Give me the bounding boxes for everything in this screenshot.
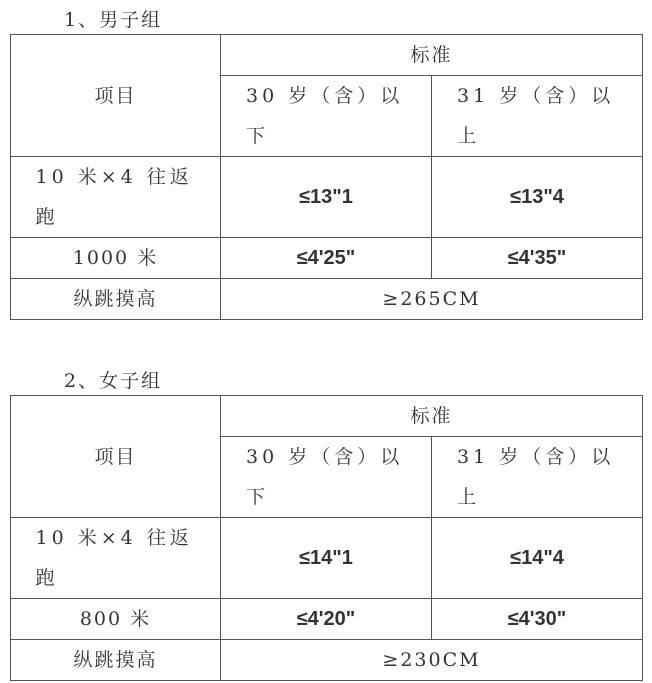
age-col-over-31: 31 岁（含）以上 [432,76,643,157]
standards-table-men [10,34,643,320]
value-shuttle-under-30: ≤13"1 [221,157,432,238]
item-shuttle-run: 10 米×4 往返跑 [11,518,221,599]
item-1000m: 1000 米 [11,238,221,279]
age-col-under-30: 30 岁（含）以下 [221,76,432,157]
value-shuttle-under-30: ≤14"1 [221,518,432,599]
item-vertical-jump: 纵跳摸高 [11,279,221,320]
standard-header: 标准 [221,35,643,76]
section-heading-women: 2、女子组 [64,370,163,392]
standard-header: 标准 [221,396,643,437]
value-shuttle-over-31: ≤14"4 [432,518,643,599]
value-1000m-over-31: ≤4'35" [432,238,643,279]
section-heading-men: 1、男子组 [64,9,163,31]
item-header: 项目 [11,35,221,157]
age-col-over-31: 31 岁（含）以上 [432,437,643,518]
value-800m-over-31: ≤4'30" [432,599,643,640]
value-800m-under-30: ≤4'20" [221,599,432,640]
value-shuttle-over-31: ≤13"4 [432,157,643,238]
age-col-under-30: 30 岁（含）以下 [221,437,432,518]
value-vertical-jump: ≥265CM [221,279,643,320]
item-800m: 800 米 [11,599,221,640]
item-shuttle-run: 10 米×4 往返跑 [11,157,221,238]
item-vertical-jump: 纵跳摸高 [11,640,221,681]
value-1000m-under-30: ≤4'25" [221,238,432,279]
value-vertical-jump: ≥230CM [221,640,643,681]
item-header: 项目 [11,396,221,518]
standards-table-women [10,395,643,681]
